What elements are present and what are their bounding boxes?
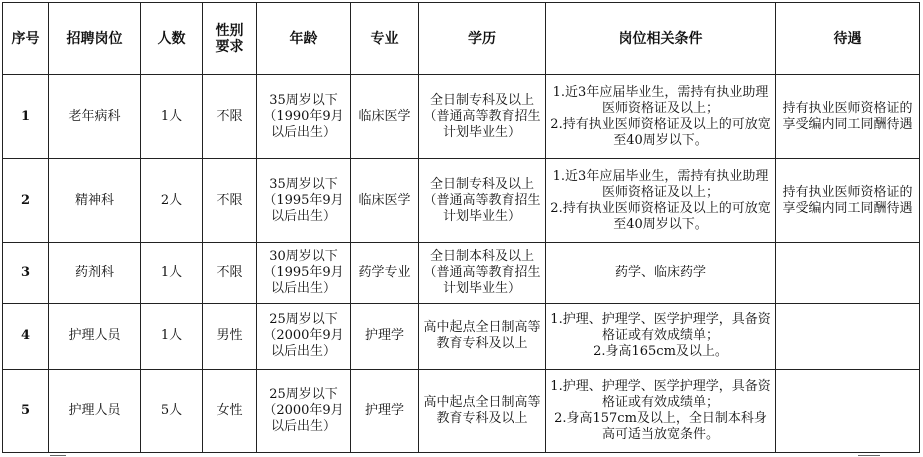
cell-conditions xyxy=(546,243,776,303)
table-row xyxy=(3,303,920,369)
condition-line: 2.持有执业医师资格证及以上的可放宽至40周岁以下。 xyxy=(550,116,771,148)
header-position: 招聘岗位 xyxy=(49,3,141,75)
cell-gender: 女性 xyxy=(203,369,257,452)
cell-no: 3 xyxy=(3,243,49,303)
condition-line: 2.身高157cm及以上，全日制本科身高可适当放宽条件。 xyxy=(554,410,767,442)
table-row xyxy=(3,369,920,452)
cell-major: 临床医学 xyxy=(351,75,419,159)
header-treatment: 待遇 xyxy=(776,3,920,75)
cell-education: 高中起点全日制高等教育专科及以上 xyxy=(419,303,546,369)
header-age: 年龄 xyxy=(257,3,351,75)
cell-no: 1 xyxy=(3,75,49,159)
cell-conditions xyxy=(546,75,776,159)
cell-position: 护理人员 xyxy=(49,369,141,452)
condition-line: 1.近3年应届毕业生，需持有执业助理医师资格证及以上； xyxy=(552,168,769,200)
cell-treatment xyxy=(776,303,920,369)
cell-age: 35周岁以下（1995年9月以后出生） xyxy=(257,159,351,243)
cell-position: 药剂科 xyxy=(49,243,141,303)
cell-education: 高中起点全日制高等教育专科及以上 xyxy=(419,369,546,452)
header-row xyxy=(3,3,920,75)
header-gender-line2: 要求 xyxy=(215,38,244,55)
cell-age: 30周岁以下（1995年9月以后出生） xyxy=(257,243,351,303)
page-edge-mark-left xyxy=(50,455,66,456)
cell-gender: 男性 xyxy=(203,303,257,369)
cell-conditions xyxy=(546,369,776,452)
cell-major: 临床医学 xyxy=(351,159,419,243)
table-row xyxy=(3,159,920,243)
header-major: 专业 xyxy=(351,3,419,75)
condition-line: 2.身高165cm及以上。 xyxy=(593,344,728,360)
condition-line: 2.持有执业医师资格证及以上的可放宽至40周岁以下。 xyxy=(550,200,771,232)
cell-major: 护理学 xyxy=(351,369,419,452)
cell-count: 1人 xyxy=(141,75,203,159)
cell-major: 护理学 xyxy=(351,303,419,369)
cell-no: 5 xyxy=(3,369,49,452)
condition-line: 1.护理、护理学、医学护理学，具备资格证或有效成绩单； xyxy=(550,312,771,344)
cell-education: 全日制专科及以上（普通高等教育招生计划毕业生） xyxy=(419,75,546,159)
cell-position: 护理人员 xyxy=(49,303,141,369)
recruitment-table xyxy=(2,2,920,453)
cell-treatment: 持有执业医师资格证的享受编内同工同酬待遇 xyxy=(776,159,920,243)
cell-count: 2人 xyxy=(141,159,203,243)
cell-position: 精神科 xyxy=(49,159,141,243)
header-gender-line1: 性别 xyxy=(215,22,244,39)
table-row xyxy=(3,243,920,303)
header-no: 序号 xyxy=(3,3,49,75)
cell-no: 4 xyxy=(3,303,49,369)
cell-count: 5人 xyxy=(141,369,203,452)
cell-count: 1人 xyxy=(141,303,203,369)
cell-treatment xyxy=(776,243,920,303)
cell-gender: 不限 xyxy=(203,243,257,303)
cell-education: 全日制专科及以上（普通高等教育招生计划毕业生） xyxy=(419,159,546,243)
condition-line: 1.护理、护理学、医学护理学，具备资格证或有效成绩单； xyxy=(550,378,771,410)
cell-education: 全日制本科及以上（普通高等教育招生计划毕业生） xyxy=(419,243,546,303)
cell-age: 35周岁以下（1990年9月以后出生） xyxy=(257,75,351,159)
cell-conditions xyxy=(546,159,776,243)
cell-gender: 不限 xyxy=(203,159,257,243)
condition-line: 1.近3年应届毕业生，需持有执业助理医师资格证及以上； xyxy=(552,84,769,116)
cell-no: 2 xyxy=(3,159,49,243)
cell-count: 1人 xyxy=(141,243,203,303)
table-row xyxy=(3,75,920,159)
cell-gender: 不限 xyxy=(203,75,257,159)
cell-age: 25周岁以下（2000年9月以后出生） xyxy=(257,369,351,452)
condition-line: 药学、临床药学 xyxy=(614,265,706,281)
header-conditions: 岗位相关条件 xyxy=(546,3,776,75)
page-edge-mark-right xyxy=(858,455,880,456)
header-education: 学历 xyxy=(419,3,546,75)
cell-major: 药学专业 xyxy=(351,243,419,303)
cell-conditions xyxy=(546,303,776,369)
header-gender xyxy=(203,3,257,75)
cell-age: 25周岁以下（2000年9月以后出生） xyxy=(257,303,351,369)
cell-treatment xyxy=(776,369,920,452)
header-count: 人数 xyxy=(141,3,203,75)
cell-position: 老年病科 xyxy=(49,75,141,159)
cell-treatment: 持有执业医师资格证的享受编内同工同酬待遇 xyxy=(776,75,920,159)
